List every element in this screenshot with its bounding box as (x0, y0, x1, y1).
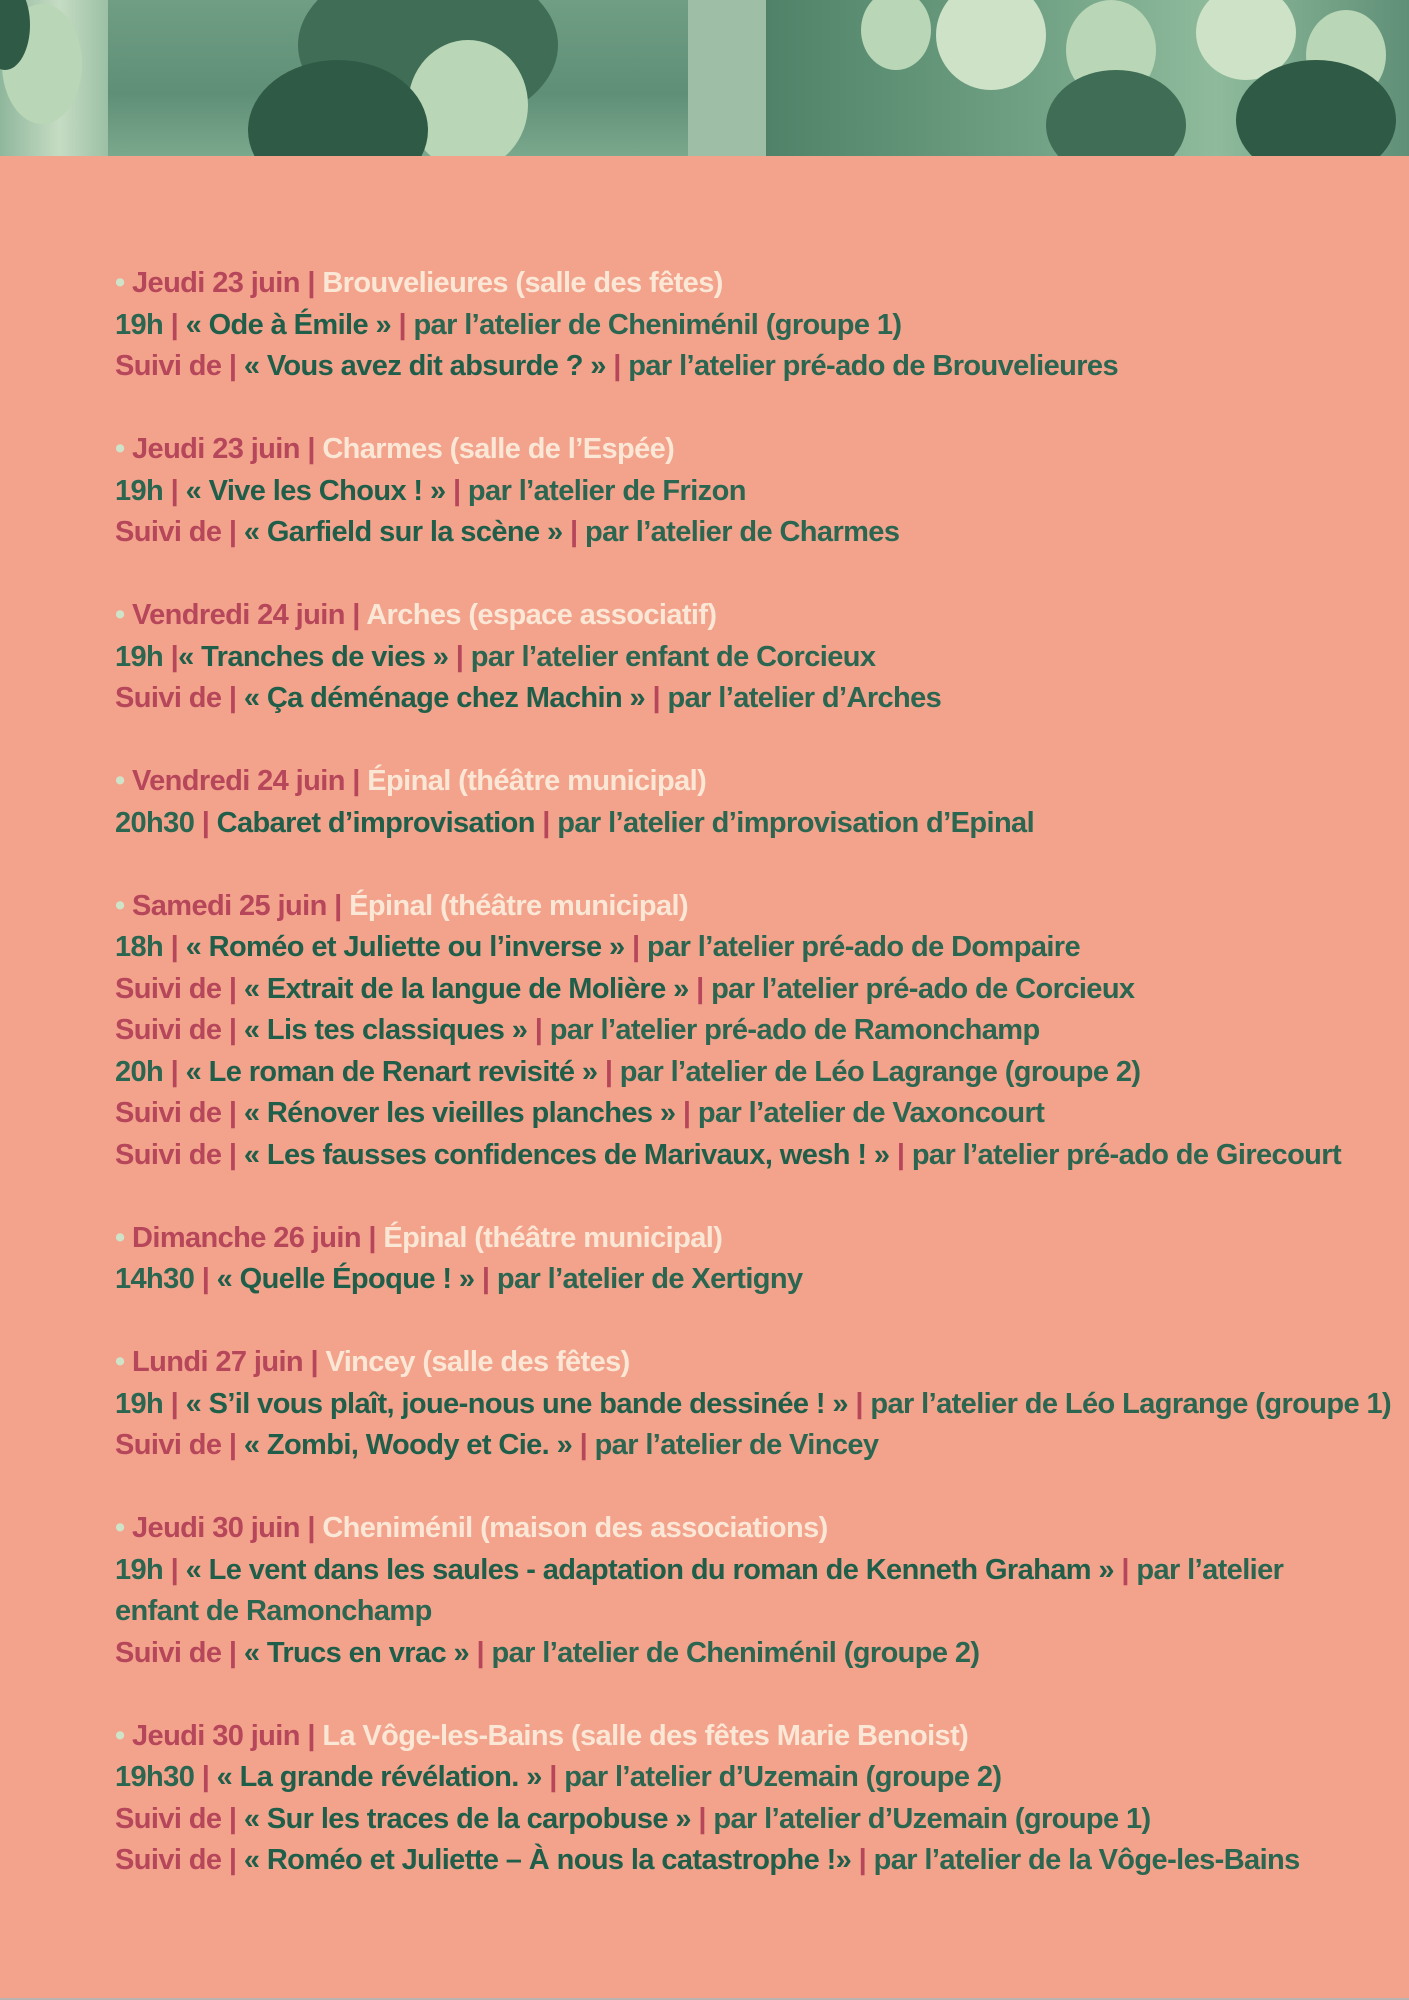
event-entry (115, 263, 1355, 388)
event-place: Charmes (salle de l’Espée) (322, 433, 675, 465)
show-company: par l’atelier pré-ado de Brouvelieures (628, 350, 1118, 382)
show-title: « Le vent dans les saules - adaptation du roman de Kenneth Graham » (185, 1553, 1114, 1586)
event-entry (115, 1342, 1392, 1467)
show-title: « Zombi, Woody et Cie. » (243, 1429, 573, 1461)
bullet-icon: • (115, 1512, 133, 1544)
event-place: Épinal (théâtre municipal) (383, 1221, 723, 1254)
show-line: Suivi de | « Sur les traces de la carpobuse » | par l’atelier d’Uzemain (groupe 1) (115, 1802, 1151, 1835)
show-line: 14h30 | « Quelle Époque ! » | par l’atelier de Xertigny (115, 1263, 803, 1295)
event-entry (115, 886, 1355, 1177)
show-title: « Garfield sur la scène » (243, 516, 563, 548)
photo-group-teens (766, 0, 1409, 156)
show-company: par l’atelier de la Vôge-les-Bains (873, 1844, 1300, 1876)
event-header: • Vendredi 24 juin | Arches (espace associatif) (115, 599, 717, 631)
show-title: « Ça déménage chez Machin » (243, 682, 646, 714)
event-date: Lundi 27 juin (132, 1346, 304, 1378)
event-place: Cheniménil (maison des associations) (322, 1512, 828, 1544)
show-line: 19h | « Ode à Émile » | par l’atelier de Cheniménil (groupe 1) (115, 308, 902, 341)
show-time: 19h (115, 474, 164, 507)
show-time: 14h30 (115, 1263, 195, 1295)
event-header: • Jeudi 23 juin | Brouvelieures (salle des fêtes) (115, 267, 723, 299)
event-place: Vincey (salle des fêtes) (325, 1346, 630, 1378)
show-line: Suivi de | « Trucs en vrac » | par l’atelier de Cheniménil (groupe 2) (115, 1636, 980, 1669)
photo-girl-left (0, 0, 108, 156)
show-time: 19h30 (115, 1761, 195, 1793)
show-company: par l’atelier de Frizon (467, 474, 746, 507)
show-company: par l’atelier de Vaxoncourt (697, 1097, 1045, 1129)
event-date: Jeudi 23 juin (132, 433, 300, 465)
event-date: Jeudi 30 juin (132, 1512, 300, 1544)
photo-person-beret (108, 0, 688, 156)
show-company: par l’atelier d’improvisation d’Epinal (557, 806, 1035, 839)
event-date: Vendredi 24 juin (132, 765, 345, 797)
show-lead: Suivi de (115, 1138, 222, 1171)
event-header: • Jeudi 23 juin | Charmes (salle de l’Espée) (115, 433, 675, 465)
event-header: • Dimanche 26 juin | Épinal (théâtre municipal) (115, 1221, 723, 1254)
event-entry (115, 429, 1355, 554)
photo-divider-strip (688, 0, 766, 156)
show-company: par l’atelier de Cheniménil (groupe 2) (491, 1636, 980, 1669)
show-title: « Sur les traces de la carpobuse » (243, 1802, 691, 1835)
bullet-icon: • (115, 599, 133, 631)
show-time: 19h (115, 1553, 164, 1586)
show-title: « Le roman de Renart revisité » (185, 1055, 598, 1088)
show-time: 19h (115, 1387, 164, 1420)
event-date: Dimanche 26 juin (132, 1221, 361, 1254)
event-date: Samedi 25 juin (132, 889, 327, 922)
show-company: par l’atelier de Cheniménil (groupe 1) (413, 308, 902, 341)
show-title: « S’il vous plaît, joue-nous une bande dessinée ! » (185, 1387, 848, 1420)
show-lead: Suivi de (115, 972, 222, 1005)
show-lead: Suivi de (115, 1097, 222, 1129)
event-date: Jeudi 23 juin (132, 267, 300, 299)
bullet-icon: • (115, 267, 133, 299)
show-company: par l’atelier de Vincey (594, 1429, 879, 1461)
event-place: Arches (espace associatif) (366, 599, 717, 631)
show-line: 19h |« Tranches de vies » | par l’atelier enfant de Corcieux (115, 640, 876, 673)
show-company: par l’atelier pré-ado de Ramonchamp (549, 1014, 1040, 1046)
show-time: 20h (115, 1055, 164, 1088)
show-lead: Suivi de (115, 1844, 222, 1876)
show-line: 19h30 | « La grande révélation. » | par l’atelier d’Uzemain (groupe 2) (115, 1761, 1002, 1793)
show-title: « Ode à Émile » (185, 308, 391, 341)
event-header: • Lundi 27 juin | Vincey (salle des fêtes) (115, 1346, 630, 1378)
show-lead: Suivi de (115, 516, 222, 548)
bullet-icon: • (115, 765, 133, 797)
show-line: Suivi de | « Roméo et Juliette – À nous la catastrophe !» | par l’atelier de la Vôge-les-Bains (115, 1844, 1300, 1876)
show-title: « Tranches de vies » (178, 640, 449, 673)
event-entry (115, 1716, 1355, 1882)
show-title: « Vous avez dit absurde ? » (243, 350, 606, 382)
show-time: 18h (115, 931, 164, 963)
show-line: 20h30 | Cabaret d’improvisation | par l’atelier d’improvisation d’Epinal (115, 806, 1035, 839)
event-header: • Vendredi 24 juin | Épinal (théâtre municipal) (115, 765, 707, 797)
show-title: « Extrait de la langue de Molière » (243, 972, 689, 1005)
show-line: Suivi de | « Garfield sur la scène » | par l’atelier de Charmes (115, 516, 900, 548)
show-company: par l’atelier d’Uzemain (groupe 1) (713, 1802, 1151, 1835)
show-time: 19h (115, 640, 164, 673)
show-line: 18h | « Roméo et Juliette ou l’inverse » | par l’atelier pré-ado de Dompaire (115, 931, 1081, 963)
show-title: « La grande révélation. » (216, 1761, 542, 1793)
show-company: par l’atelier enfant de Corcieux (470, 640, 876, 673)
show-line: 20h | « Le roman de Renart revisité » | par l’atelier de Léo Lagrange (groupe 2) (115, 1055, 1141, 1088)
show-lead: Suivi de (115, 1802, 222, 1835)
show-line: Suivi de | « Les fausses confidences de Marivaux, wesh ! » | par l’atelier pré-ado de Girecourt (115, 1138, 1342, 1171)
show-company: par l’atelier pré-ado de Dompaire (646, 931, 1081, 963)
show-lead: Suivi de (115, 1014, 222, 1046)
event-header: • Jeudi 30 juin | Cheniménil (maison des associations) (115, 1512, 828, 1544)
show-line: Suivi de | « Extrait de la langue de Molière » | par l’atelier pré-ado de Corcieux (115, 972, 1135, 1005)
show-lead: Suivi de (115, 1636, 222, 1669)
show-line: Suivi de | « Zombi, Woody et Cie. » | par l’atelier de Vincey (115, 1429, 879, 1461)
show-lead: Suivi de (115, 682, 222, 714)
show-company: par l’atelier de Léo Lagrange (groupe 1) (870, 1387, 1392, 1420)
show-title: « Vive les Choux ! » (185, 474, 446, 507)
show-time: 19h (115, 308, 164, 341)
show-line: 19h | « Le vent dans les saules - adaptation du roman de Kenneth Graham » | par l’atelier enfant de Ramonchamp (115, 1553, 1284, 1627)
show-line: 19h | « Vive les Choux ! » | par l’atelier de Frizon (115, 474, 746, 507)
event-place: Brouvelieures (salle des fêtes) (322, 267, 723, 299)
show-title: Cabaret d’improvisation (216, 806, 535, 839)
show-title: « Lis tes classiques » (243, 1014, 528, 1046)
show-title: « Roméo et Juliette – À nous la catastrophe !» (243, 1844, 852, 1876)
show-line: Suivi de | « Ça déménage chez Machin » | par l’atelier d’Arches (115, 682, 942, 714)
event-date: Jeudi 30 juin (132, 1719, 300, 1752)
show-company: par l’atelier pré-ado de Girecourt (911, 1138, 1342, 1171)
bullet-icon: • (115, 889, 133, 922)
event-place: Épinal (théâtre municipal) (349, 889, 689, 922)
show-company: par l’atelier de Xertigny (496, 1263, 803, 1295)
show-company: par l’atelier de Léo Lagrange (groupe 2) (619, 1055, 1141, 1088)
show-company: par l’atelier d’Arches (667, 682, 942, 714)
show-company: par l’atelier enfant de Ramonchamp (115, 1553, 1284, 1627)
show-company: par l’atelier pré-ado de Corcieux (711, 972, 1135, 1005)
event-place: La Vôge-les-Bains (salle des fêtes Marie Benoist) (322, 1719, 969, 1752)
show-time: 20h30 (115, 806, 195, 839)
event-entry (115, 1218, 1355, 1301)
show-lead: Suivi de (115, 1429, 222, 1461)
event-date: Vendredi 24 juin (132, 599, 345, 631)
show-line: Suivi de | « Vous avez dit absurde ? » | par l’atelier pré-ado de Brouvelieures (115, 350, 1118, 382)
bullet-icon: • (115, 1719, 133, 1752)
show-title: « Rénover les vieilles planches » (243, 1097, 676, 1129)
bullet-icon: • (115, 433, 133, 465)
show-company: par l’atelier d’Uzemain (groupe 2) (564, 1761, 1002, 1793)
header-photo-banner (0, 0, 1409, 156)
bullet-icon: • (115, 1346, 133, 1378)
event-entry (115, 1508, 1355, 1674)
event-entry (115, 761, 1355, 844)
show-title: « Quelle Époque ! » (216, 1263, 475, 1295)
show-title: « Trucs en vrac » (243, 1636, 470, 1669)
show-line: Suivi de | « Lis tes classiques » | par l’atelier pré-ado de Ramonchamp (115, 1014, 1040, 1046)
show-line: Suivi de | « Rénover les vieilles planches » | par l’atelier de Vaxoncourt (115, 1097, 1045, 1129)
event-header: • Samedi 25 juin | Épinal (théâtre municipal) (115, 889, 689, 922)
bullet-icon: • (115, 1221, 133, 1254)
event-header: • Jeudi 30 juin | La Vôge-les-Bains (salle des fêtes Marie Benoist) (115, 1719, 969, 1752)
event-entry (115, 595, 1355, 720)
show-company: par l’atelier de Charmes (584, 516, 900, 548)
show-line: 19h | « S’il vous plaît, joue-nous une bande dessinée ! » | par l’atelier de Léo Lagrange (groupe 1) (115, 1387, 1392, 1420)
show-title: « Les fausses confidences de Marivaux, wesh ! » (243, 1138, 890, 1171)
show-lead: Suivi de (115, 350, 222, 382)
event-place: Épinal (théâtre municipal) (367, 765, 707, 797)
program-schedule (115, 263, 1392, 1923)
show-title: « Roméo et Juliette ou l’inverse » (185, 931, 625, 963)
